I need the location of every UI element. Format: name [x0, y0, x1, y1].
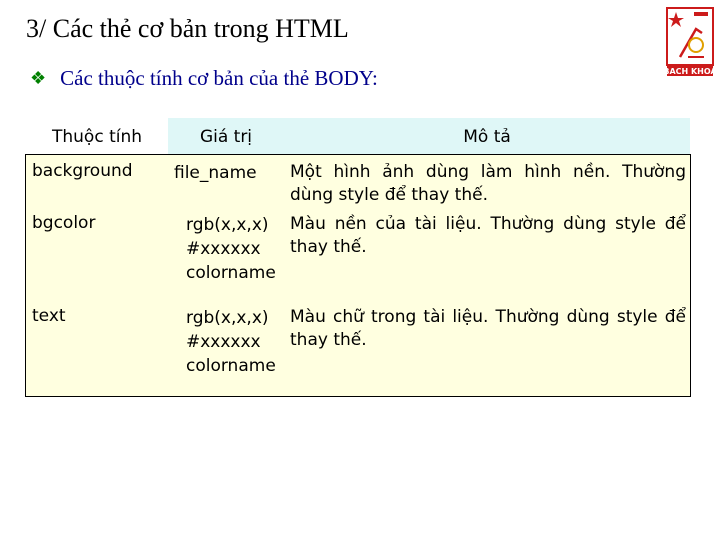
slide-title: 3/ Các thẻ cơ bản trong HTML [26, 14, 349, 43]
cell-description: Một hình ảnh dùng làm hình nền. Thường dùng style để thay thế. [284, 155, 690, 207]
table-row [26, 207, 690, 300]
logo-text: BACH KHOA [666, 67, 714, 76]
cell-value [168, 155, 284, 207]
bach-khoa-logo-icon [666, 7, 714, 77]
cell-attribute: bgcolor [26, 207, 168, 300]
cell-value [168, 300, 284, 396]
header-description: Mô tả [284, 118, 690, 155]
value-line: colorname [186, 263, 276, 283]
cell-description: Màu chữ trong tài liệu. Thường dùng style để thay thế. [284, 300, 690, 396]
cell-value [168, 207, 284, 300]
attributes-table [26, 118, 690, 396]
table-row [26, 155, 690, 207]
header-value: Giá trị [168, 118, 284, 155]
table-header-row [26, 118, 690, 155]
cell-description: Màu nền của tài liệu. Thường dùng style để thay thế. [284, 207, 690, 300]
bullet-text: Các thuộc tính cơ bản của thẻ BODY: [60, 66, 378, 90]
value-line: rgb(x,x,x) [186, 215, 269, 235]
cell-attribute: text [26, 300, 168, 396]
table-row [26, 300, 690, 396]
value-line: #xxxxxx [186, 239, 261, 259]
cell-attribute: background [26, 155, 168, 207]
diamond-bullet-icon: ❖ [30, 68, 47, 88]
bullet-line [30, 66, 378, 91]
header-attribute: Thuộc tính [26, 118, 168, 155]
value-line: rgb(x,x,x) [186, 308, 269, 328]
value-line: #xxxxxx [186, 332, 261, 352]
value-line: colorname [186, 356, 276, 376]
value-line: file_name [174, 163, 257, 183]
